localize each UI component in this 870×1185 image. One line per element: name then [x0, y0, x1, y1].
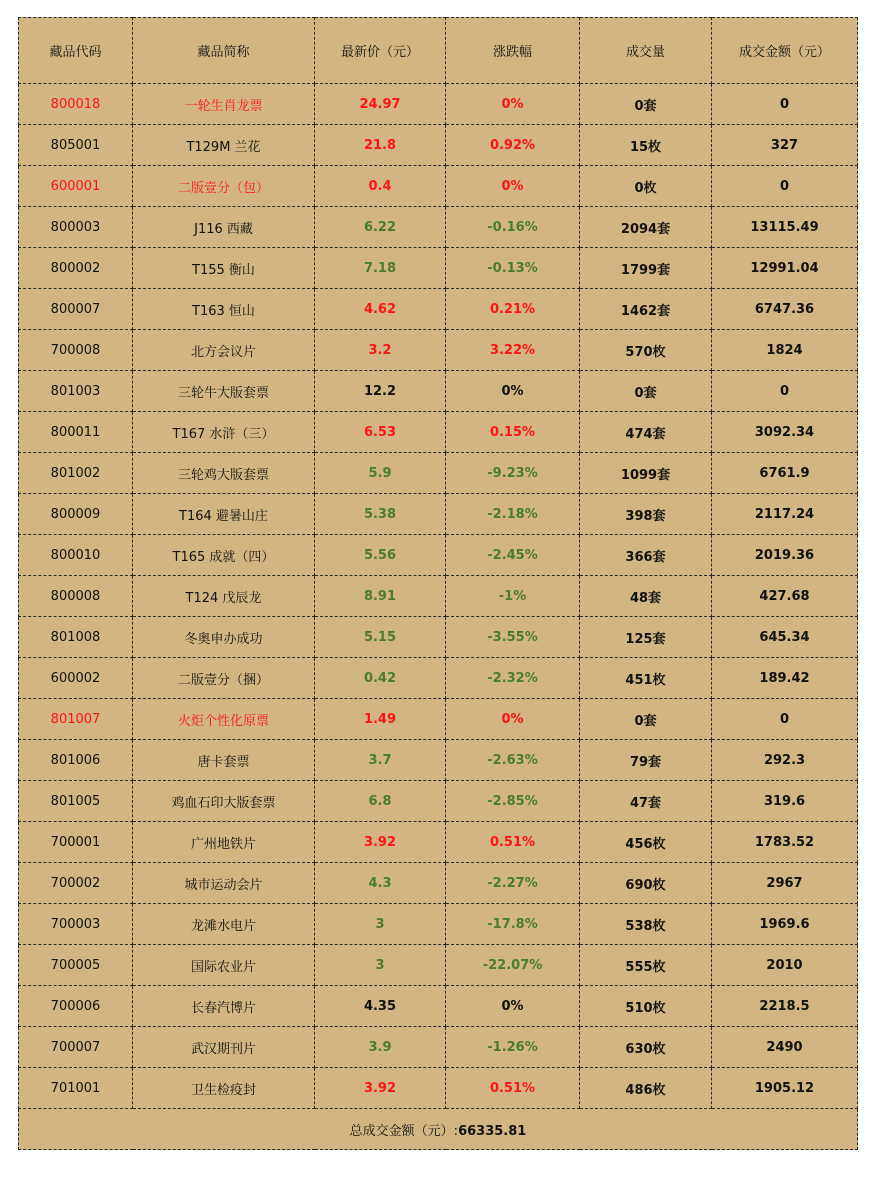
total-value: 66335.81 [458, 1123, 527, 1139]
cell-name: 龙滩水电片 [133, 904, 315, 945]
cell-volume: 451枚 [580, 658, 712, 699]
cell-volume: 398套 [580, 494, 712, 535]
header-code: 藏品代码 [19, 18, 133, 84]
cell-volume: 1799套 [580, 248, 712, 289]
table-row [19, 330, 858, 371]
cell-volume: 570枚 [580, 330, 712, 371]
cell-amount: 3092.34 [712, 412, 858, 453]
cell-amount: 2117.24 [712, 494, 858, 535]
cell-price: 3.2 [315, 330, 446, 371]
cell-code: 801003 [19, 371, 133, 412]
cell-price: 5.38 [315, 494, 446, 535]
cell-change: -17.8% [446, 904, 580, 945]
cell-price: 3 [315, 945, 446, 986]
cell-volume: 0套 [580, 699, 712, 740]
cell-amount: 2490 [712, 1027, 858, 1068]
cell-amount: 1969.6 [712, 904, 858, 945]
cell-change: 0.51% [446, 822, 580, 863]
cell-code: 600002 [19, 658, 133, 699]
cell-code: 800018 [19, 84, 133, 125]
cell-code: 600001 [19, 166, 133, 207]
cell-amount: 13115.49 [712, 207, 858, 248]
cell-change: 0% [446, 371, 580, 412]
cell-volume: 630枚 [580, 1027, 712, 1068]
cell-amount: 1824 [712, 330, 858, 371]
cell-volume: 125套 [580, 617, 712, 658]
cell-amount: 0 [712, 166, 858, 207]
cell-price: 5.56 [315, 535, 446, 576]
cell-change: -2.85% [446, 781, 580, 822]
cell-amount: 2967 [712, 863, 858, 904]
cell-name: J116 西藏 [133, 207, 315, 248]
cell-change: -3.55% [446, 617, 580, 658]
cell-code: 801007 [19, 699, 133, 740]
table-row [19, 494, 858, 535]
cell-change: -1.26% [446, 1027, 580, 1068]
cell-volume: 538枚 [580, 904, 712, 945]
cell-price: 12.2 [315, 371, 446, 412]
cell-amount: 427.68 [712, 576, 858, 617]
cell-change: -2.18% [446, 494, 580, 535]
cell-price: 6.22 [315, 207, 446, 248]
cell-name: T165 成就（四） [133, 535, 315, 576]
table-row [19, 658, 858, 699]
cell-price: 3.92 [315, 1068, 446, 1109]
cell-code: 700007 [19, 1027, 133, 1068]
cell-code: 700006 [19, 986, 133, 1027]
cell-code: 701001 [19, 1068, 133, 1109]
cell-volume: 474套 [580, 412, 712, 453]
table-row [19, 617, 858, 658]
cell-price: 1.49 [315, 699, 446, 740]
cell-name: T129M 兰花 [133, 125, 315, 166]
cell-volume: 15枚 [580, 125, 712, 166]
cell-amount: 2019.36 [712, 535, 858, 576]
cell-volume: 555枚 [580, 945, 712, 986]
header-name: 藏品简称 [133, 18, 315, 84]
cell-price: 21.8 [315, 125, 446, 166]
table-row [19, 740, 858, 781]
cell-amount: 319.6 [712, 781, 858, 822]
cell-volume: 2094套 [580, 207, 712, 248]
table-row [19, 166, 858, 207]
cell-name: 广州地铁片 [133, 822, 315, 863]
cell-amount: 645.34 [712, 617, 858, 658]
header-amount: 成交金额（元） [712, 18, 858, 84]
cell-price: 0.4 [315, 166, 446, 207]
cell-code: 800003 [19, 207, 133, 248]
cell-amount: 1783.52 [712, 822, 858, 863]
table-row [19, 207, 858, 248]
cell-amount: 327 [712, 125, 858, 166]
cell-amount: 0 [712, 699, 858, 740]
cell-volume: 0套 [580, 84, 712, 125]
table-row [19, 986, 858, 1027]
cell-change: 0% [446, 166, 580, 207]
cell-code: 800008 [19, 576, 133, 617]
cell-name: 城市运动会片 [133, 863, 315, 904]
cell-change: -22.07% [446, 945, 580, 986]
total-cell [19, 1109, 858, 1150]
cell-change: -1% [446, 576, 580, 617]
cell-price: 4.3 [315, 863, 446, 904]
cell-change: 3.22% [446, 330, 580, 371]
cell-name: 武汉期刊片 [133, 1027, 315, 1068]
cell-price: 3.9 [315, 1027, 446, 1068]
header-price: 最新价（元） [315, 18, 446, 84]
cell-amount: 189.42 [712, 658, 858, 699]
cell-code: 801008 [19, 617, 133, 658]
cell-price: 7.18 [315, 248, 446, 289]
cell-change: -9.23% [446, 453, 580, 494]
cell-code: 800007 [19, 289, 133, 330]
table-body [19, 84, 858, 1109]
header-volume: 成交量 [580, 18, 712, 84]
cell-code: 700008 [19, 330, 133, 371]
cell-price: 0.42 [315, 658, 446, 699]
cell-price: 8.91 [315, 576, 446, 617]
cell-change: -0.16% [446, 207, 580, 248]
table-row [19, 1027, 858, 1068]
header-change: 涨跌幅 [446, 18, 580, 84]
cell-code: 700002 [19, 863, 133, 904]
table-row [19, 822, 858, 863]
table-row [19, 699, 858, 740]
cell-name: 卫生检疫封 [133, 1068, 315, 1109]
stock-table-container [18, 17, 851, 1150]
cell-volume: 1099套 [580, 453, 712, 494]
cell-name: 长春汽博片 [133, 986, 315, 1027]
cell-change: -0.13% [446, 248, 580, 289]
cell-name: 火炬个性化原票 [133, 699, 315, 740]
cell-change: 0.15% [446, 412, 580, 453]
cell-price: 3.92 [315, 822, 446, 863]
cell-volume: 690枚 [580, 863, 712, 904]
cell-code: 801002 [19, 453, 133, 494]
cell-amount: 6761.9 [712, 453, 858, 494]
cell-volume: 456枚 [580, 822, 712, 863]
cell-volume: 0枚 [580, 166, 712, 207]
total-label: 总成交金额（元）: [349, 1123, 459, 1139]
table-row [19, 863, 858, 904]
cell-change: -2.45% [446, 535, 580, 576]
table-row [19, 576, 858, 617]
collectibles-market-table [18, 17, 858, 1150]
cell-change: 0.21% [446, 289, 580, 330]
cell-name: T167 水浒（三） [133, 412, 315, 453]
table-row [19, 84, 858, 125]
cell-volume: 486枚 [580, 1068, 712, 1109]
table-row [19, 125, 858, 166]
cell-change: -2.63% [446, 740, 580, 781]
cell-name: 二版壹分（捆） [133, 658, 315, 699]
table-row [19, 289, 858, 330]
cell-volume: 79套 [580, 740, 712, 781]
cell-name: T155 衡山 [133, 248, 315, 289]
cell-change: 0.92% [446, 125, 580, 166]
cell-name: T164 避暑山庄 [133, 494, 315, 535]
cell-name: 唐卡套票 [133, 740, 315, 781]
cell-change: 0% [446, 84, 580, 125]
cell-price: 24.97 [315, 84, 446, 125]
cell-price: 4.35 [315, 986, 446, 1027]
cell-code: 800009 [19, 494, 133, 535]
cell-name: T124 戊辰龙 [133, 576, 315, 617]
cell-price: 3.7 [315, 740, 446, 781]
cell-price: 5.9 [315, 453, 446, 494]
cell-name: T163 恒山 [133, 289, 315, 330]
cell-volume: 366套 [580, 535, 712, 576]
cell-code: 800010 [19, 535, 133, 576]
cell-code: 700003 [19, 904, 133, 945]
cell-volume: 1462套 [580, 289, 712, 330]
cell-change: -2.27% [446, 863, 580, 904]
total-row [19, 1109, 858, 1150]
table-row [19, 1068, 858, 1109]
cell-name: 一轮生肖龙票 [133, 84, 315, 125]
cell-code: 801005 [19, 781, 133, 822]
table-row [19, 248, 858, 289]
cell-name: 三轮牛大版套票 [133, 371, 315, 412]
cell-price: 3 [315, 904, 446, 945]
cell-volume: 48套 [580, 576, 712, 617]
cell-code: 700001 [19, 822, 133, 863]
table-header-row [19, 18, 858, 84]
table-row [19, 412, 858, 453]
cell-price: 6.8 [315, 781, 446, 822]
cell-name: 国际农业片 [133, 945, 315, 986]
table-row [19, 535, 858, 576]
cell-amount: 1905.12 [712, 1068, 858, 1109]
cell-amount: 6747.36 [712, 289, 858, 330]
cell-amount: 12991.04 [712, 248, 858, 289]
cell-volume: 47套 [580, 781, 712, 822]
table-row [19, 371, 858, 412]
cell-change: 0.51% [446, 1068, 580, 1109]
cell-name: 北方会议片 [133, 330, 315, 371]
cell-code: 805001 [19, 125, 133, 166]
cell-name: 三轮鸡大版套票 [133, 453, 315, 494]
cell-price: 4.62 [315, 289, 446, 330]
cell-price: 5.15 [315, 617, 446, 658]
cell-code: 700005 [19, 945, 133, 986]
table-row [19, 781, 858, 822]
cell-price: 6.53 [315, 412, 446, 453]
cell-amount: 292.3 [712, 740, 858, 781]
table-row [19, 904, 858, 945]
cell-amount: 2010 [712, 945, 858, 986]
cell-amount: 0 [712, 371, 858, 412]
cell-amount: 0 [712, 84, 858, 125]
cell-code: 801006 [19, 740, 133, 781]
cell-volume: 510枚 [580, 986, 712, 1027]
table-row [19, 453, 858, 494]
cell-name: 冬奥申办成功 [133, 617, 315, 658]
cell-code: 800002 [19, 248, 133, 289]
cell-change: -2.32% [446, 658, 580, 699]
cell-amount: 2218.5 [712, 986, 858, 1027]
cell-code: 800011 [19, 412, 133, 453]
cell-name: 二版壹分（包） [133, 166, 315, 207]
cell-name: 鸡血石印大版套票 [133, 781, 315, 822]
cell-change: 0% [446, 699, 580, 740]
cell-change: 0% [446, 986, 580, 1027]
cell-volume: 0套 [580, 371, 712, 412]
table-row [19, 945, 858, 986]
